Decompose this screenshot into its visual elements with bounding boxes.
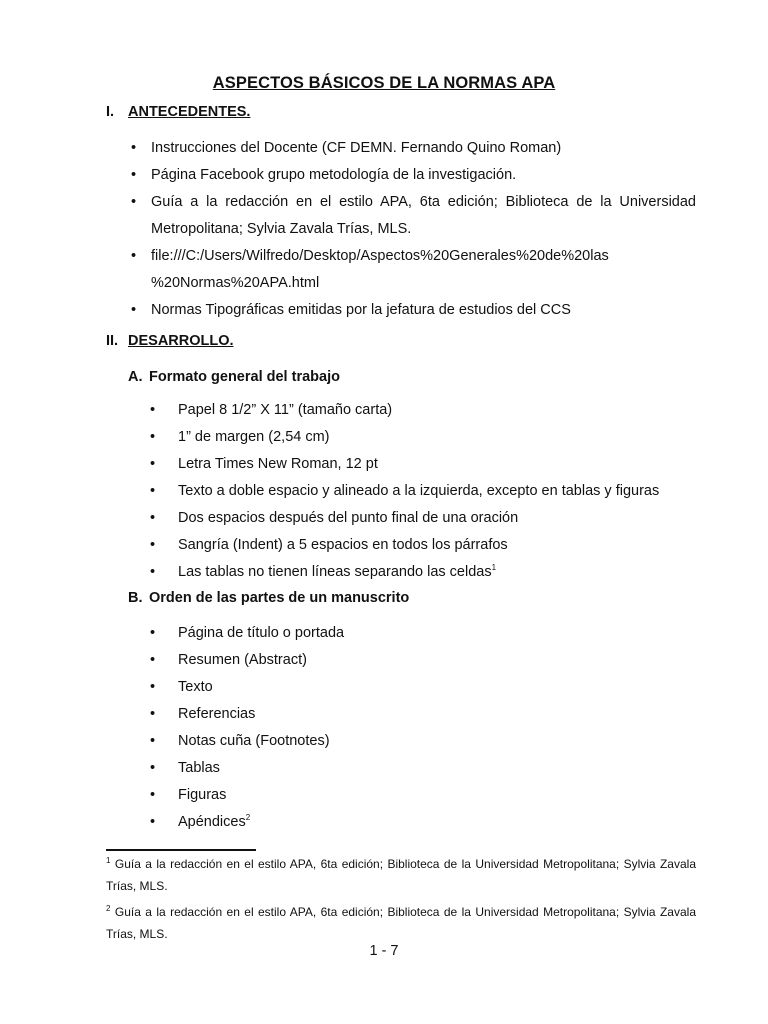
list-item-text: Sangría (Indent) a 5 espacios en todos los párrafos [178,537,508,553]
bullet-icon: • [150,760,156,776]
section-heading-desarrollo [106,333,234,349]
list-item-text: Notas cuña (Footnotes) [178,733,330,749]
section-heading-antecedentes [106,104,250,120]
list-item [150,701,344,728]
list-item-text: Resumen (Abstract) [178,652,307,668]
footnote-separator [106,849,256,851]
bullet-icon: • [131,140,137,156]
formato-list [150,397,659,586]
list-item [150,424,659,451]
subsection-title: Formato general del trabajo [149,369,340,385]
list-item [150,809,344,836]
footnote-marker: 2 [106,904,111,913]
list-item-text: Papel 8 1/2” X 11” (tamaño carta) [178,402,393,418]
list-item-text: Guía a la redacción en el estilo APA, 6ta edición; Biblioteca de la Universidad Metropolitana; Sylvia Zavala Trías, MLS. [151,194,696,237]
subsection-title: Orden de las partes de un manuscrito [149,590,410,606]
bullet-icon: • [150,652,156,668]
list-item-text: Figuras [178,787,227,803]
footnote-text: Guía a la redacción en el estilo APA, 6ta edición; Biblioteca de la Universidad Metropolitana; Sylvia Zavala Trías, MLS. [106,857,696,893]
bullet-icon: • [150,510,156,526]
list-item [150,674,344,701]
list-item [150,478,659,505]
bullet-icon: • [150,787,156,803]
list-item-text: Dos espacios después del punto final de una oración [178,510,519,526]
footnote-text: Guía a la redacción en el estilo APA, 6ta edición; Biblioteca de la Universidad Metropolitana; Sylvia Zavala Trías, MLS. [106,905,696,941]
section-number: I. [106,104,115,120]
list-item [128,243,696,297]
subsection-letter: A. [128,369,143,385]
list-item-text: Apéndices [178,814,246,830]
list-item-text: Texto a doble espacio y alineado a la izquierda, excepto en tablas y figuras [178,483,660,499]
list-item [150,397,659,424]
list-item [150,620,344,647]
bullet-icon: • [150,456,156,472]
list-item-text: Las tablas no tienen líneas separando las celdas [178,564,492,580]
list-item [128,297,696,324]
list-item [150,728,344,755]
bullet-icon: • [150,625,156,641]
list-item-text: Referencias [178,706,256,722]
antecedentes-list [128,135,696,324]
subsection-letter: B. [128,590,143,606]
subsection-heading-orden [128,590,409,606]
bullet-icon: • [150,679,156,695]
footnote-item [106,901,696,945]
bullet-icon: • [131,302,137,318]
section-title: DESARROLLO. [128,333,234,349]
footnote-reference[interactable]: 1 [491,563,497,573]
list-item [128,135,696,162]
list-item [128,189,696,243]
section-title: ANTECEDENTES. [128,104,251,120]
list-item-text: Instrucciones del Docente (CF DEMN. Fernando Quino Roman) [151,140,562,156]
list-item [150,505,659,532]
page-number: 1 - 7 [369,943,399,959]
bullet-icon: • [150,429,156,445]
bullet-icon: • [150,537,156,553]
bullet-icon: • [131,248,137,264]
document-title: ASPECTOS BÁSICOS DE LA NORMAS APA [212,74,556,92]
list-item-text: file:///C:/Users/Wilfredo/Desktop/Aspectos%20Generales%20de%20las %20Normas%20APA.html [151,248,609,291]
bullet-icon: • [150,814,156,830]
subsection-heading-formato [128,369,340,385]
list-item-text: Normas Tipográficas emitidas por la jefatura de estudios del CCS [151,302,571,318]
bullet-icon: • [131,167,137,183]
list-item-text: Tablas [178,760,220,776]
list-item [150,532,659,559]
bullet-icon: • [150,483,156,499]
bullet-icon: • [150,402,156,418]
bullet-icon: • [150,706,156,722]
list-item-text: Página Facebook grupo metodología de la investigación. [151,167,517,183]
footnote-reference[interactable]: 2 [245,813,251,823]
footnote-marker: 1 [106,856,111,865]
list-item-text: 1” de margen (2,54 cm) [178,429,330,445]
list-item-text: Texto [178,679,213,695]
list-item [150,559,659,586]
footnotes [106,853,696,945]
list-item-text: Letra Times New Roman, 12 pt [178,456,378,472]
list-item [150,755,344,782]
list-item [150,647,344,674]
section-number: II. [106,333,119,349]
footnote-item [106,853,696,897]
bullet-icon: • [150,733,156,749]
bullet-icon: • [150,564,156,580]
list-item-text: Página de título o portada [178,625,345,641]
orden-list [150,620,344,836]
bullet-icon: • [131,194,137,210]
list-item [150,782,344,809]
list-item [150,451,659,478]
list-item [128,162,696,189]
